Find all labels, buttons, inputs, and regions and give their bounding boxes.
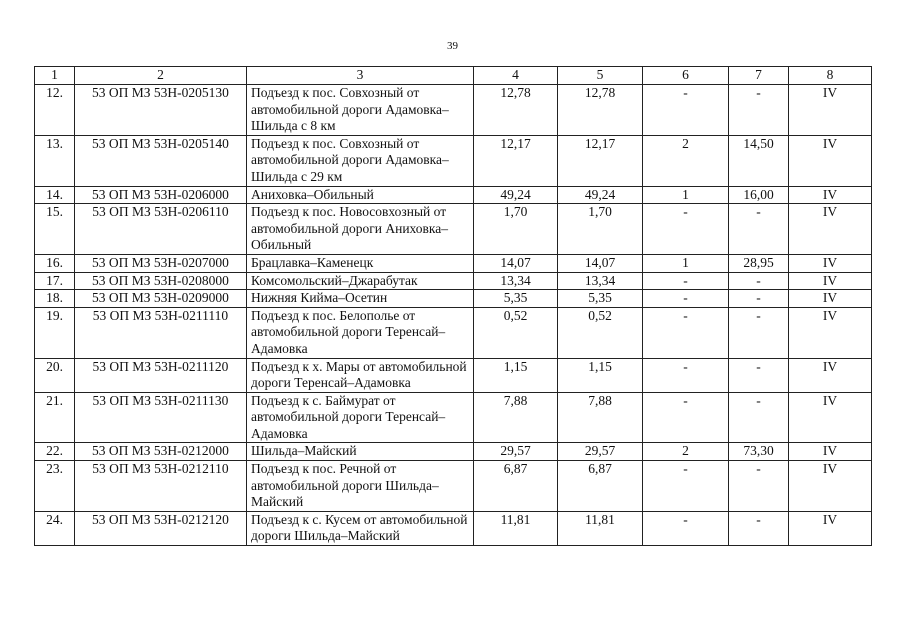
road-code: 53 ОП МЗ 53Н-0211130: [75, 392, 247, 443]
length-surfaced: 0,52: [558, 307, 643, 358]
bridge-length: 14,50: [729, 135, 789, 186]
road-category: IV: [789, 358, 872, 392]
road-category: IV: [789, 443, 872, 461]
bridge-count: -: [643, 204, 729, 255]
header-col-5: 5: [558, 67, 643, 85]
road-category: IV: [789, 392, 872, 443]
bridge-count: -: [643, 461, 729, 512]
header-col-8: 8: [789, 67, 872, 85]
bridge-count: 2: [643, 135, 729, 186]
row-number: 20.: [35, 358, 75, 392]
header-col-1: 1: [35, 67, 75, 85]
table-row: [35, 511, 872, 545]
road-code: 53 ОП МЗ 53Н-0211110: [75, 307, 247, 358]
road-code: 53 ОП МЗ 53Н-0206110: [75, 204, 247, 255]
road-code: 53 ОП МЗ 53Н-0212000: [75, 443, 247, 461]
bridge-count: -: [643, 85, 729, 136]
length-total: 29,57: [474, 443, 558, 461]
length-total: 12,17: [474, 135, 558, 186]
table-row: [35, 307, 872, 358]
row-number: 12.: [35, 85, 75, 136]
road-name: Подъезд к пос. Совхозный от автомобильной дороги Адамовка–Шильда с 29 км: [247, 135, 474, 186]
length-total: 1,15: [474, 358, 558, 392]
length-surfaced: 6,87: [558, 461, 643, 512]
road-name: Шильда–Майский: [247, 443, 474, 461]
bridge-length: -: [729, 204, 789, 255]
bridge-count: 1: [643, 186, 729, 204]
bridge-count: 2: [643, 443, 729, 461]
table-row: [35, 392, 872, 443]
road-code: 53 ОП МЗ 53Н-0209000: [75, 290, 247, 308]
length-surfaced: 14,07: [558, 254, 643, 272]
road-name: Комсомольский–Джарабутак: [247, 272, 474, 290]
row-number: 17.: [35, 272, 75, 290]
length-total: 49,24: [474, 186, 558, 204]
row-number: 16.: [35, 254, 75, 272]
row-number: 23.: [35, 461, 75, 512]
bridge-count: -: [643, 358, 729, 392]
road-name: Подъезд к с. Кусем от автомобильной дороги Шильда–Майский: [247, 511, 474, 545]
page-number: 39: [447, 40, 458, 52]
table-row: [35, 290, 872, 308]
table-row: [35, 135, 872, 186]
road-category: IV: [789, 85, 872, 136]
length-surfaced: 12,78: [558, 85, 643, 136]
table-row: [35, 186, 872, 204]
road-name: Подъезд к пос. Речной от автомобильной дороги Шильда–Майский: [247, 461, 474, 512]
bridge-length: 73,30: [729, 443, 789, 461]
length-surfaced: 7,88: [558, 392, 643, 443]
bridge-length: -: [729, 290, 789, 308]
road-name: Подъезд к с. Баймурат от автомобильной дороги Теренсай–Адамовка: [247, 392, 474, 443]
bridge-length: -: [729, 358, 789, 392]
bridge-length: -: [729, 392, 789, 443]
table-row: [35, 461, 872, 512]
road-category: IV: [789, 272, 872, 290]
row-number: 18.: [35, 290, 75, 308]
length-surfaced: 12,17: [558, 135, 643, 186]
road-name: Подъезд к пос. Новосовхозный от автомобильной дороги Аниховка–Обильный: [247, 204, 474, 255]
header-col-3: 3: [247, 67, 474, 85]
roads-table: [34, 66, 872, 546]
header-col-4: 4: [474, 67, 558, 85]
bridge-count: -: [643, 272, 729, 290]
bridge-length: -: [729, 272, 789, 290]
bridge-count: -: [643, 511, 729, 545]
bridge-count: -: [643, 307, 729, 358]
bridge-length: -: [729, 85, 789, 136]
road-code: 53 ОП МЗ 53Н-0212110: [75, 461, 247, 512]
bridge-count: -: [643, 290, 729, 308]
row-number: 13.: [35, 135, 75, 186]
road-name: Подъезд к пос. Белополье от автомобильной дороги Теренсай–Адамовка: [247, 307, 474, 358]
road-code: 53 ОП МЗ 53Н-0211120: [75, 358, 247, 392]
bridge-length: 28,95: [729, 254, 789, 272]
table-row: [35, 443, 872, 461]
table-row: [35, 358, 872, 392]
length-total: 6,87: [474, 461, 558, 512]
bridge-length: -: [729, 461, 789, 512]
road-category: IV: [789, 461, 872, 512]
header-row: [35, 67, 872, 85]
road-category: IV: [789, 186, 872, 204]
road-name: Нижняя Кийма–Осетин: [247, 290, 474, 308]
length-total: 1,70: [474, 204, 558, 255]
row-number: 19.: [35, 307, 75, 358]
road-category: IV: [789, 511, 872, 545]
row-number: 14.: [35, 186, 75, 204]
length-surfaced: 1,15: [558, 358, 643, 392]
length-surfaced: 13,34: [558, 272, 643, 290]
length-total: 0,52: [474, 307, 558, 358]
length-surfaced: 29,57: [558, 443, 643, 461]
header-col-7: 7: [729, 67, 789, 85]
road-name: Брацлавка–Каменецк: [247, 254, 474, 272]
table-row: [35, 254, 872, 272]
road-category: IV: [789, 290, 872, 308]
road-code: 53 ОП МЗ 53Н-0205140: [75, 135, 247, 186]
road-code: 53 ОП МЗ 53Н-0206000: [75, 186, 247, 204]
bridge-length: 16,00: [729, 186, 789, 204]
row-number: 15.: [35, 204, 75, 255]
table-row: [35, 85, 872, 136]
row-number: 24.: [35, 511, 75, 545]
row-number: 22.: [35, 443, 75, 461]
road-code: 53 ОП МЗ 53Н-0212120: [75, 511, 247, 545]
road-category: IV: [789, 307, 872, 358]
road-category: IV: [789, 254, 872, 272]
bridge-length: -: [729, 511, 789, 545]
header-col-6: 6: [643, 67, 729, 85]
length-surfaced: 11,81: [558, 511, 643, 545]
length-total: 11,81: [474, 511, 558, 545]
length-total: 7,88: [474, 392, 558, 443]
road-name: Аниховка–Обильный: [247, 186, 474, 204]
length-surfaced: 49,24: [558, 186, 643, 204]
header-col-2: 2: [75, 67, 247, 85]
road-category: IV: [789, 135, 872, 186]
bridge-length: -: [729, 307, 789, 358]
length-surfaced: 5,35: [558, 290, 643, 308]
bridge-count: -: [643, 392, 729, 443]
road-name: Подъезд к пос. Совхозный от автомобильной дороги Адамовка–Шильда с 8 км: [247, 85, 474, 136]
length-surfaced: 1,70: [558, 204, 643, 255]
table-header: [35, 67, 872, 85]
length-total: 5,35: [474, 290, 558, 308]
length-total: 12,78: [474, 85, 558, 136]
length-total: 14,07: [474, 254, 558, 272]
table-body: [35, 85, 872, 546]
table-row: [35, 272, 872, 290]
road-category: IV: [789, 204, 872, 255]
road-code: 53 ОП МЗ 53Н-0207000: [75, 254, 247, 272]
road-code: 53 ОП МЗ 53Н-0208000: [75, 272, 247, 290]
bridge-count: 1: [643, 254, 729, 272]
table-row: [35, 204, 872, 255]
row-number: 21.: [35, 392, 75, 443]
length-total: 13,34: [474, 272, 558, 290]
road-name: Подъезд к х. Мары от автомобильной дороги Теренсай–Адамовка: [247, 358, 474, 392]
road-code: 53 ОП МЗ 53Н-0205130: [75, 85, 247, 136]
